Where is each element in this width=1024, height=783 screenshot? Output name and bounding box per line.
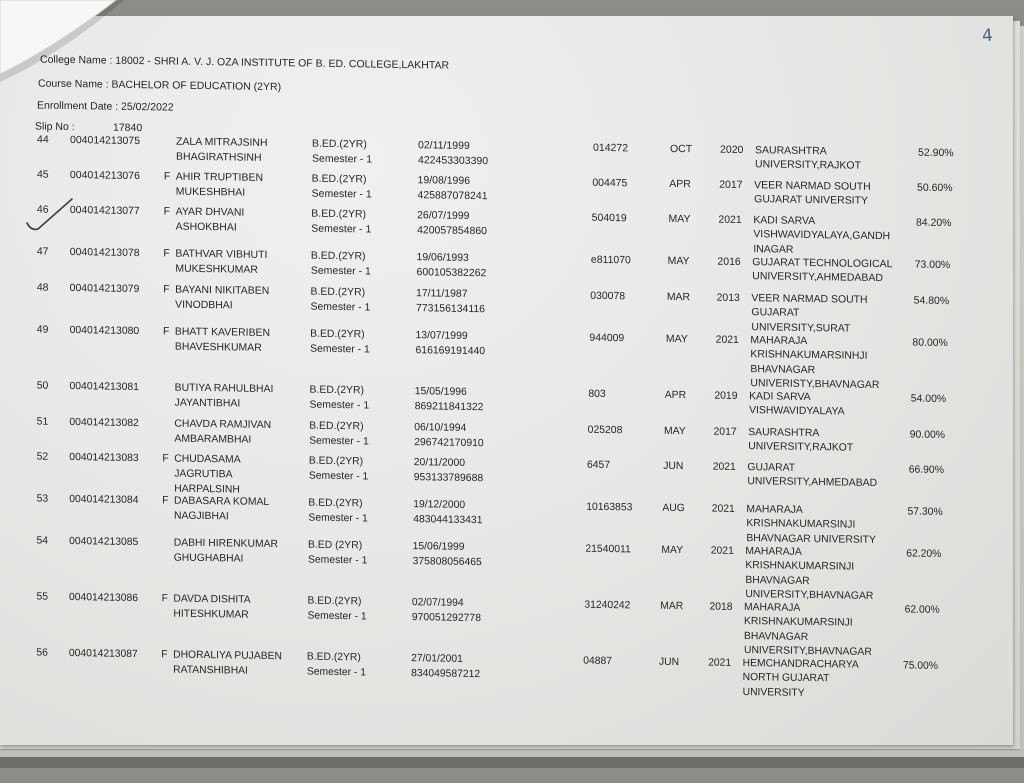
id-number: 420057854860	[417, 224, 487, 238]
university	[748, 425, 853, 455]
student-name	[174, 452, 240, 498]
serial-number: 45	[36, 168, 49, 181]
serial-number: 52	[36, 450, 49, 463]
university-line: MAHARAJA	[750, 334, 808, 347]
university-line: NORTH GUJARAT	[742, 671, 830, 685]
university	[749, 389, 845, 419]
exam-year: 2021	[715, 333, 739, 346]
serial-number: 55	[36, 590, 48, 603]
exam-month: MAY	[668, 212, 691, 226]
university-line: MAHARAJA	[746, 503, 803, 516]
exam-year: 2019	[714, 389, 738, 402]
enrollment-number: 004014213075	[70, 134, 141, 148]
date-of-birth: 27/01/2001	[411, 652, 463, 665]
exam-month: MAY	[661, 543, 684, 557]
course	[312, 137, 372, 168]
university-line: GUJARAT TECHNOLOGICAL	[752, 256, 893, 271]
exam-year: 2017	[713, 425, 737, 438]
course-line: Semester - 1	[312, 152, 373, 166]
university-line: BHAVNAGAR UNIVERSITY	[746, 531, 876, 546]
serial-number: 56	[36, 646, 48, 659]
id-number: 422453303390	[418, 154, 489, 168]
course-line: Semester - 1	[311, 187, 372, 201]
enrollment-number: 004014213081	[69, 380, 139, 394]
university	[753, 213, 890, 258]
exam-year: 2021	[712, 460, 736, 473]
serial-number: 44	[37, 133, 49, 146]
student-name-line: NAGJIBHAI	[173, 509, 229, 523]
university-line: UNIVERSITY,RAJKOT	[748, 440, 854, 454]
student-name-line: DABASARA KOMAL	[173, 494, 270, 508]
birth-date-and-id	[418, 173, 488, 204]
date-of-birth: 26/07/1999	[417, 209, 470, 222]
birth-date-and-id	[415, 384, 484, 415]
date-of-birth: 20/11/2000	[413, 456, 466, 469]
seat-number: e811070	[590, 253, 631, 267]
exam-year: 2016	[717, 255, 741, 268]
date-of-birth: 02/11/1999	[418, 139, 470, 152]
gender-flag: F	[163, 170, 171, 183]
university-line: UNIVERSITY,RAJKOT	[755, 158, 862, 173]
id-number: 869211841322	[414, 400, 484, 414]
seat-number: 21540011	[585, 542, 631, 556]
serial-number: 46	[36, 203, 49, 216]
id-number: 953133789688	[413, 471, 484, 485]
birth-date-and-id	[411, 651, 480, 682]
student-name-line: JAGRUTIBA	[174, 467, 233, 481]
university-line: UNIVERSITY,SURAT	[751, 320, 851, 335]
exam-year: 2018	[709, 600, 733, 613]
university-line: UNIVERSITY,AHMEDABAD	[752, 270, 883, 285]
university-line: KRISHNAKUMARSINHJI	[750, 348, 868, 363]
student-name	[174, 494, 269, 525]
percentage: 54.00%	[910, 392, 947, 406]
student-name-line: MUKESHBHAI	[175, 185, 246, 199]
student-name-line: CHAVDA RAMJIVAN	[174, 417, 272, 432]
slip-number-label: Slip No :	[35, 120, 75, 134]
university-line: VEER NARMAD SOUTH	[751, 292, 868, 306]
exam-month: OCT	[670, 142, 693, 156]
enrollment-number: 004014213077	[69, 204, 140, 218]
student-name	[176, 205, 245, 236]
exam-month: JUN	[663, 459, 684, 473]
university-line: KADI SARVA	[753, 214, 816, 228]
university	[755, 143, 861, 173]
course	[308, 538, 367, 569]
exam-month: MAY	[663, 424, 686, 438]
course-line: B.ED.(2YR)	[309, 419, 364, 433]
course-line: Semester - 1	[306, 665, 367, 679]
seat-number: 803	[588, 387, 606, 400]
percentage: 54.80%	[913, 294, 950, 308]
percentage: 73.00%	[914, 258, 951, 272]
exam-year: 2013	[716, 291, 740, 304]
university-line: UNIVERSITY	[742, 685, 805, 699]
university-line: UNIVERSITY,AHMEDABAD	[747, 475, 878, 490]
university-line: BHAVNAGAR	[750, 362, 816, 376]
university-line: BHAVNAGAR	[745, 573, 810, 587]
student-name-line: ZALA MITRAJSINH	[176, 135, 268, 149]
serial-number: 54	[36, 534, 49, 547]
course-line: Semester - 1	[311, 222, 372, 236]
course-line: B.ED.(2YR)	[311, 207, 367, 221]
percentage: 80.00%	[912, 336, 948, 350]
university-line: GUJARAT	[747, 461, 796, 474]
university-line: KRISHNAKUMARSINJI	[743, 615, 853, 629]
university-line: SAURASHTRA	[755, 144, 827, 158]
percentage: 75.00%	[902, 659, 938, 672]
percentage: 62.20%	[906, 547, 942, 560]
course-line: B.ED.(2YR)	[310, 327, 365, 341]
exam-month: APR	[669, 177, 691, 191]
birth-date-and-id	[418, 138, 488, 169]
course-line: B.ED.(2YR)	[306, 650, 361, 664]
university-line: UNIVERISTY,BHAVNAGAR	[750, 377, 880, 391]
university-line: UNIVERSITY,BHAVNAGAR	[745, 587, 874, 602]
serial-number: 50	[36, 379, 49, 392]
student-name-line: VINODBHAI	[175, 298, 233, 312]
course-line: B.ED.(2YR)	[310, 249, 366, 263]
course-line: B.ED.(2YR)	[307, 594, 362, 608]
date-of-birth: 02/07/1994	[411, 596, 464, 609]
id-number: 375808056465	[412, 555, 482, 569]
enrollment-number: 004014213087	[68, 647, 138, 661]
university	[754, 178, 871, 208]
course	[308, 496, 367, 527]
exam-month: MAR	[666, 290, 691, 304]
enrollment-number: 004014213083	[69, 451, 139, 465]
course-line: B.ED.(2YR)	[308, 454, 364, 468]
course-line: B.ED.(2YR)	[310, 285, 366, 299]
birth-date-and-id	[413, 539, 482, 570]
enrollment-number: 004014213076	[69, 169, 140, 183]
university-line: VEER NARMAD SOUTH	[754, 179, 871, 193]
seat-number: 004475	[592, 176, 628, 190]
student-name-line: BUTIYA RAHULBHAI	[174, 381, 274, 396]
university-line: VISHWAVIDYALAYA,GANDH	[753, 228, 891, 243]
gender-flag: F	[163, 325, 170, 338]
course-line: Semester - 1	[310, 342, 370, 356]
student-name-line: GHUGHABHAI	[173, 551, 244, 565]
student-name-line: HARPALSINH	[174, 482, 240, 496]
student-name	[174, 417, 271, 448]
student-name	[173, 592, 250, 623]
university-line: MAHARAJA	[745, 545, 802, 558]
date-of-birth: 17/11/1987	[416, 287, 468, 300]
gender-flag: F	[161, 648, 168, 661]
course	[307, 650, 366, 681]
student-name-line: CHUDASAMA	[174, 452, 241, 466]
seat-number: 31240242	[584, 598, 631, 612]
seat-number: 944009	[589, 331, 625, 345]
course-line: B.ED (2YR)	[308, 538, 363, 552]
university	[747, 460, 877, 491]
exam-month: AUG	[662, 501, 685, 515]
university-line: HEMCHANDRACHARYA	[742, 657, 859, 671]
course	[312, 172, 372, 203]
course	[311, 285, 371, 316]
date-of-birth: 13/07/1999	[415, 329, 468, 342]
handwritten-page-number: 4	[981, 25, 994, 47]
exam-year: 2021	[711, 502, 735, 515]
student-name-line: AYAR DHVANI	[175, 205, 245, 219]
student-name-line: DHORALIYA PUJABEN	[173, 648, 282, 663]
university-line: INAGAR	[753, 242, 794, 256]
course	[310, 327, 370, 358]
gender-flag: F	[162, 494, 169, 507]
exam-year: 2017	[719, 178, 743, 192]
serial-number: 51	[36, 415, 49, 428]
enrollment-number: 004014213079	[69, 282, 140, 296]
student-name	[173, 648, 282, 680]
slip-number: 17840	[113, 121, 143, 135]
percentage: 50.60%	[916, 181, 953, 195]
birth-date-and-id	[417, 250, 487, 281]
university-line: BHAVNAGAR	[743, 629, 809, 643]
course-line: Semester - 1	[310, 300, 371, 314]
university-line: KRISHNAKUMARSINJI	[746, 517, 856, 531]
id-number: 616169191440	[415, 344, 486, 358]
id-number: 970051292778	[411, 611, 481, 625]
id-number: 425887078241	[417, 189, 488, 203]
university-line: GUJARAT UNIVERSITY	[754, 193, 869, 208]
pen-check-mark	[0, 0, 100, 260]
seat-number: 030078	[590, 289, 626, 303]
enrollment-number: 004014213084	[69, 493, 139, 507]
student-name	[175, 325, 270, 356]
birth-date-and-id	[413, 497, 482, 528]
student-name-line: BATHVAR VIBHUTI	[175, 247, 268, 261]
percentage: 52.90%	[918, 146, 954, 160]
college-name: College Name : 18002 - SHRI A. V. J. OZA INSTITUTE OF B. ED. COLLEGE,LAKHTAR	[40, 53, 450, 72]
date-of-birth: 19/06/1993	[416, 251, 469, 264]
course	[311, 249, 371, 280]
exam-month: MAY	[665, 332, 688, 346]
course-line: Semester - 1	[308, 469, 369, 483]
exam-year: 2020	[720, 143, 744, 157]
serial-number: 49	[36, 323, 49, 336]
student-name	[175, 381, 274, 412]
enrollment-number: 004014213086	[68, 591, 139, 605]
exam-month: JUN	[659, 655, 680, 669]
serial-number: 53	[36, 492, 49, 505]
exam-month: MAR	[660, 599, 684, 613]
enrollment-number: 004014213078	[69, 246, 140, 260]
gender-flag: F	[162, 452, 169, 465]
seat-number: 10163853	[586, 500, 633, 514]
birth-date-and-id	[414, 420, 483, 451]
exam-month: APR	[664, 388, 687, 402]
course-line: Semester - 1	[309, 398, 370, 412]
exam-year: 2021	[718, 213, 742, 227]
student-name-line: BHAVESHKUMAR	[174, 340, 262, 354]
course-name: Course Name : BACHELOR OF EDUCATION (2YR)	[38, 77, 282, 94]
date-of-birth: 15/06/1999	[412, 540, 465, 553]
percentage: 90.00%	[909, 428, 946, 442]
birth-date-and-id	[412, 595, 481, 626]
id-number: 773156134116	[416, 302, 485, 316]
enrollment-number: 004014213080	[69, 324, 140, 338]
course-line: Semester - 1	[307, 609, 367, 623]
date-of-birth: 06/10/1994	[414, 421, 467, 434]
seat-number: 6457	[586, 458, 611, 472]
course	[311, 207, 371, 238]
student-name-line: BHATT KAVERIBEN	[174, 325, 271, 340]
birth-date-and-id	[416, 286, 485, 317]
seat-number: 504019	[591, 211, 627, 225]
student-name-line: MUKESHKUMAR	[175, 262, 258, 276]
birth-date-and-id	[414, 455, 483, 486]
student-name-line: JAYANTIBHAI	[174, 396, 241, 410]
course-line: B.ED.(2YR)	[308, 496, 363, 510]
birth-date-and-id	[415, 328, 485, 359]
percentage: 66.90%	[908, 463, 944, 477]
university	[746, 502, 876, 547]
student-name-line: BHAGIRATHSINH	[176, 150, 262, 164]
course-line: B.ED.(2YR)	[312, 137, 367, 151]
percentage: 84.20%	[915, 216, 952, 230]
student-row	[0, 414, 991, 454]
university-line: SAURASHTRA	[748, 426, 820, 440]
date-of-birth: 19/12/2000	[413, 498, 466, 511]
id-number: 483044133431	[413, 513, 483, 527]
id-number: 834049587212	[411, 667, 481, 681]
gender-flag: F	[161, 592, 168, 605]
university-line: VISHWAVIDYALAYA	[749, 404, 845, 418]
exam-month: MAY	[667, 254, 690, 268]
exam-year: 2021	[708, 656, 732, 669]
serial-number: 47	[36, 245, 49, 258]
percentage: 62.00%	[904, 603, 940, 616]
course-line: Semester - 1	[310, 264, 371, 278]
course-line: Semester - 1	[309, 434, 369, 448]
id-number: 296742170910	[414, 436, 484, 450]
gender-flag: F	[163, 205, 171, 218]
enrollment-number: 004014213082	[69, 416, 139, 430]
course-line: B.ED.(2YR)	[309, 383, 364, 397]
student-row	[0, 132, 1000, 173]
student-name-line: AHIR TRUPTIBEN	[175, 170, 264, 184]
gender-flag: F	[163, 247, 170, 260]
student-name-line: DAVDA DISHITA	[173, 592, 251, 606]
university	[750, 333, 879, 392]
university	[743, 656, 859, 701]
student-name	[176, 170, 263, 201]
enrollment-date: Enrollment Date : 25/02/2022	[37, 99, 174, 114]
student-name	[174, 536, 278, 568]
seat-number: 025208	[587, 423, 623, 437]
date-of-birth: 19/08/1996	[417, 174, 471, 187]
university	[751, 291, 867, 336]
id-number: 600105382262	[416, 266, 487, 280]
course-line: B.ED.(2YR)	[311, 172, 367, 186]
birth-date-and-id	[417, 208, 487, 239]
student-name	[176, 135, 268, 166]
course-line: Semester - 1	[308, 553, 368, 567]
enrollment-number: 004014213085	[69, 535, 139, 549]
student-name-line: AMBARAMBHAI	[174, 432, 252, 446]
course	[310, 383, 370, 414]
student-name-line: BAYANI NIKITABEN	[175, 283, 270, 297]
university-line: GUJARAT	[751, 306, 800, 320]
date-of-birth: 15/05/1996	[414, 385, 467, 398]
course-line: Semester - 1	[308, 511, 368, 525]
university-line: KADI SARVA	[749, 390, 811, 404]
course	[309, 419, 369, 450]
serial-number: 48	[36, 281, 49, 294]
student-name	[175, 247, 267, 278]
seat-number: 014272	[593, 141, 629, 155]
percentage: 57.30%	[907, 505, 943, 518]
student-name-line: DABHI HIRENKUMAR	[173, 536, 279, 551]
student-name-line: RATANSHIBHAI	[173, 663, 248, 677]
course	[309, 454, 369, 485]
student-name-line: ASHOKBHAI	[175, 220, 237, 234]
university	[752, 255, 892, 286]
university-line: MAHARAJA	[743, 601, 801, 614]
student-name	[175, 283, 269, 314]
seat-number: 04887	[583, 654, 612, 668]
university	[744, 600, 872, 659]
gender-flag: F	[163, 283, 170, 296]
university-line: KRISHNAKUMARSINJI	[745, 559, 855, 573]
student-name-line: HITESHKUMAR	[173, 607, 249, 621]
university-line: UNIVERSITY,BHAVNAGAR	[743, 643, 872, 658]
course	[307, 594, 366, 625]
exam-year: 2021	[710, 544, 734, 557]
university	[745, 544, 873, 603]
